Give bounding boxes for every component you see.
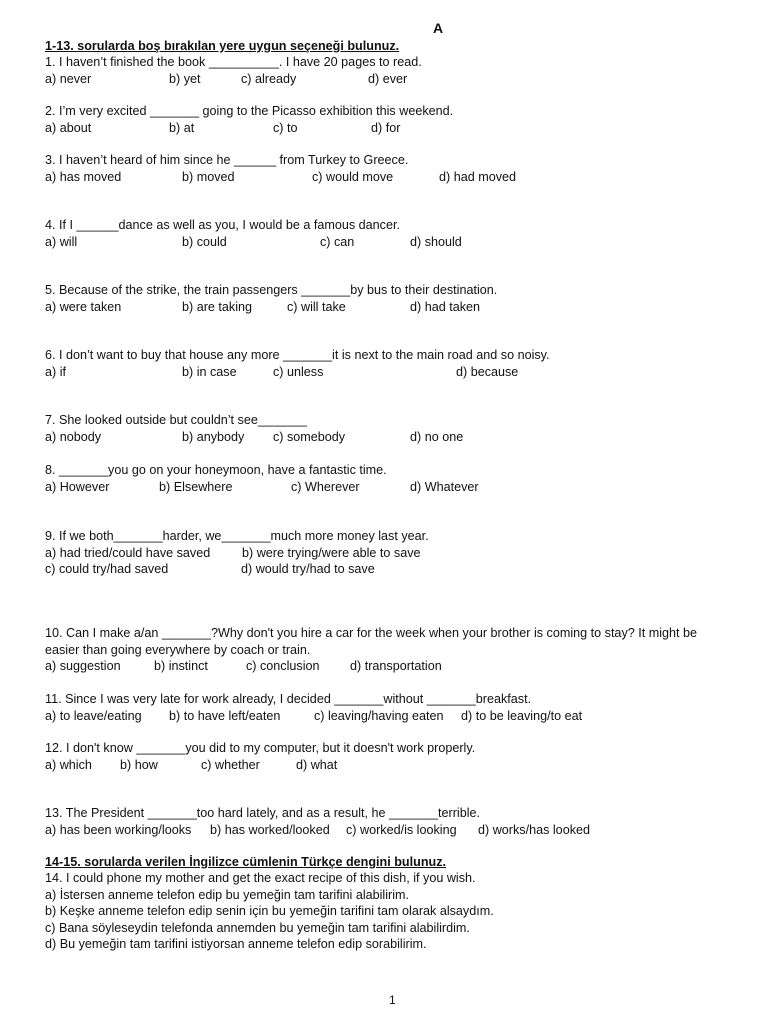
option-a: a) has been working/looks [45, 822, 192, 837]
option-d: d) no one [410, 429, 464, 444]
option-d: d) works/has looked [478, 822, 590, 837]
question-stem: 8. _______you go on your honeymoon, have a fantastic time. [45, 463, 387, 477]
option-d: d) Bu yemeğin tam tarifini istiyorsan anneme telefon edip sorabilirim. [45, 937, 427, 951]
option-c: c) will take [287, 299, 346, 314]
option-d: d) to be leaving/to eat [461, 708, 583, 723]
question-stem: 7. She looked outside but couldn’t see_______ [45, 413, 307, 427]
option-c: c) Bana söyleseydin telefonda annemden bu yemeğin tam tarifini alabilirdim. [45, 920, 470, 935]
option-d: d) had moved [439, 169, 517, 184]
option-c: c) can [320, 234, 355, 249]
question-1 [45, 54, 715, 87]
option-c: c) could try/had saved [45, 562, 169, 576]
option-c: c) Wherever [291, 479, 360, 494]
option-c: c) unless [273, 364, 324, 379]
option-a: a) about [45, 120, 92, 135]
option-b: b) instinct [154, 659, 208, 673]
option-a: a) will [45, 234, 78, 249]
question-7 [45, 412, 715, 445]
exam-version-label: A [433, 20, 444, 36]
exam-page [45, 0, 735, 1024]
option-a: a) had tried/could have saved [45, 545, 211, 560]
question-4 [45, 217, 715, 250]
question-9 [45, 528, 715, 578]
question-stem: 3. I haven’t heard of him since he ______ from Turkey to Greece. [45, 153, 409, 167]
option-c: c) somebody [273, 429, 346, 444]
option-c: c) leaving/having eaten [314, 708, 444, 723]
option-b: b) in case [182, 364, 237, 379]
option-b: b) moved [182, 169, 235, 184]
option-c: c) would move [312, 169, 394, 184]
question-stem: 6. I don’t want to buy that house any more _______it is next to the main road and so noisy. [45, 348, 550, 362]
question-5 [45, 282, 715, 315]
question-14 [45, 870, 715, 953]
question-stem: 10. Can I make a/an _______?Why don't you hire a car for the week when your brother is coming to stay? It might be easier than going everywhere by coach or train. [45, 626, 698, 657]
option-a: a) to leave/eating [45, 708, 142, 723]
option-a: a) has moved [45, 169, 122, 184]
option-a: a) were taken [45, 299, 122, 314]
option-d: d) because [456, 364, 519, 379]
option-a: a) nobody [45, 429, 102, 444]
option-a: a) if [45, 364, 66, 379]
option-a: a) İstersen anneme telefon edip bu yemeğin tam tarifini alabilirim. [45, 887, 410, 902]
option-c: c) to [273, 120, 298, 135]
question-3 [45, 152, 715, 185]
question-stem: 11. Since I was very late for work already, I decided _______without _______breakfast. [45, 692, 532, 706]
page-number: 1 [389, 993, 396, 1007]
option-b: b) were trying/were able to save [242, 545, 421, 560]
option-b: b) Keşke anneme telefon edip senin için bu yemeğin tarifini tam olarak alsaydım. [45, 904, 494, 918]
option-b: b) at [169, 120, 195, 135]
question-stem: 1. I haven’t finished the book __________. I have 20 pages to read. [45, 55, 422, 69]
section-1-title: 1-13. sorularda boş bırakılan yere uygun seçeneği bulunuz. [45, 39, 400, 53]
section-2-title: 14-15. sorularda verilen İngilizce cümlenin Türkçe dengini bulunuz. [45, 855, 446, 869]
question-stem: 14. I could phone my mother and get the exact recipe of this dish, if you wish. [45, 871, 476, 885]
option-d: d) had taken [410, 299, 481, 314]
question-13 [45, 805, 715, 838]
question-stem: 2. I’m very excited _______ going to the Picasso exhibition this weekend. [45, 104, 454, 118]
option-b: b) yet [169, 71, 201, 86]
option-d: d) for [371, 120, 401, 135]
question-stem: 12. I don't know _______you did to my computer, but it doesn't work properly. [45, 741, 476, 755]
option-b: b) Elsewhere [159, 479, 233, 494]
question-stem: 4. If I ______dance as well as you, I would be a famous dancer. [45, 218, 400, 232]
option-d: d) Whatever [410, 479, 479, 494]
question-11 [45, 691, 715, 724]
option-a: a) suggestion [45, 659, 121, 673]
option-b: b) are taking [182, 299, 253, 314]
option-a: a) which [45, 757, 92, 772]
option-c: c) already [241, 71, 297, 86]
option-c: c) whether [201, 757, 260, 772]
question-10 [45, 625, 715, 675]
option-a: a) However [45, 479, 110, 494]
option-c: c) worked/is looking [346, 822, 457, 837]
question-8 [45, 462, 715, 495]
option-d: d) transportation [350, 659, 442, 673]
question-stem: 13. The President _______too hard lately, and as a result, he _______terrible. [45, 806, 481, 820]
option-b: b) has worked/looked [210, 822, 330, 837]
question-stem: 9. If we both_______harder, we_______much more money last year. [45, 529, 429, 543]
option-d: d) what [296, 757, 338, 772]
option-c: c) conclusion [246, 659, 320, 673]
question-2 [45, 103, 715, 136]
question-6 [45, 347, 715, 380]
option-b: b) could [182, 234, 227, 249]
option-d: d) would try/had to save [241, 562, 375, 576]
option-a: a) never [45, 71, 92, 86]
option-b: b) how [120, 757, 158, 772]
option-d: d) should [410, 234, 462, 249]
question-stem: 5. Because of the strike, the train passengers _______by bus to their destination. [45, 283, 498, 297]
option-d: d) ever [368, 71, 408, 86]
option-b: b) to have left/eaten [169, 708, 281, 723]
option-b: b) anybody [182, 429, 245, 444]
question-12 [45, 740, 715, 773]
